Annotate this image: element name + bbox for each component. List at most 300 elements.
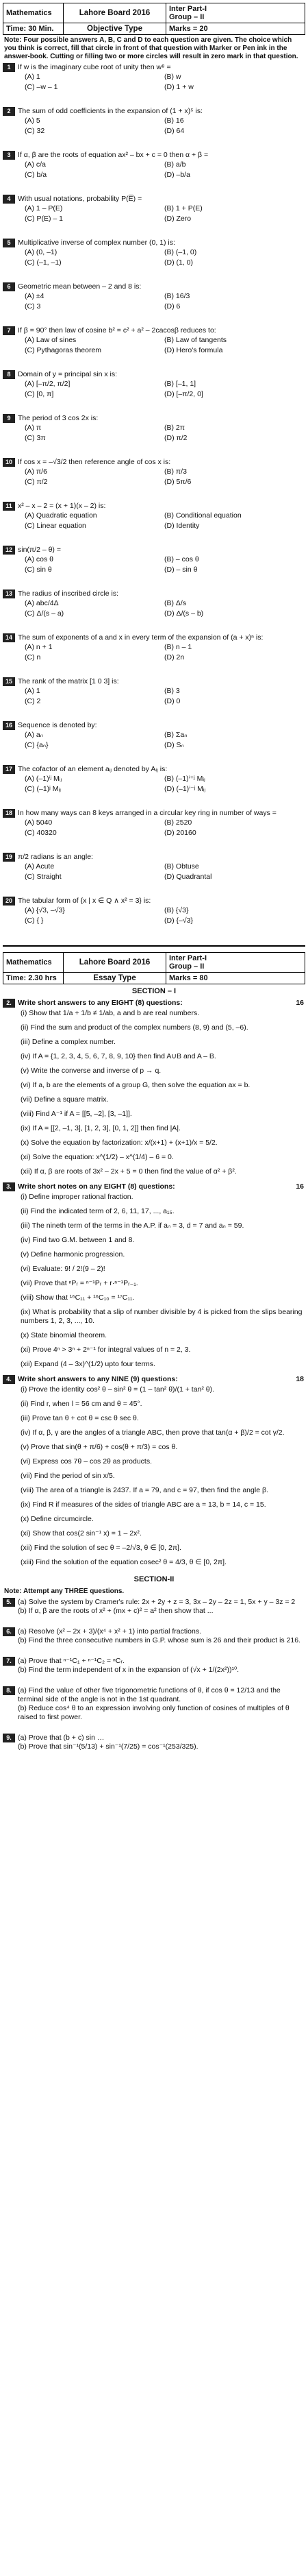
item-spacer	[0, 1538, 308, 1544]
answer-options	[18, 906, 304, 926]
short-question-item: (xi) Prove 4ⁿ > 3ⁿ + 2ⁿ⁻¹ for integral values of n = 2, 3.	[21, 1346, 191, 1354]
answer-option: (B) w	[164, 73, 181, 81]
question-text: If cos x = –√3/2 then reference angle of cos x is:	[18, 458, 171, 466]
paper2-header-row1	[3, 952, 305, 973]
answer-options	[18, 204, 304, 224]
short-question-item: (vi) If a, b are the elements of a group G, then solve the equation ax = b.	[21, 1081, 251, 1089]
question-number: 3	[3, 151, 15, 160]
short-question-item: (xii) Find the solution of sec θ = –2/√3, θ ∈ [0, 2π].	[21, 1544, 181, 1552]
short-question-item: (ix) Find R if measures of the sides of triangle ABC are a = 13, b = 14, c = 15.	[21, 1500, 266, 1509]
question-text: The tabular form of {x | x ∈ Q ∧ x² = 3} is:	[18, 897, 151, 905]
answer-options	[18, 555, 304, 575]
answer-option: (B) (–1)ⁱ⁺ʲ Mᵢⱼ	[164, 775, 205, 783]
answer-option: (C) π/2	[25, 478, 48, 486]
type-2: Essay Type	[64, 973, 166, 984]
short-question-item: (viii) The area of a triangle is 2437. If a = 79, and c = 97, then find the angle β.	[21, 1486, 268, 1494]
item-spacer	[0, 1104, 308, 1110]
question-number: 16	[3, 721, 15, 730]
spacer	[0, 313, 308, 326]
answer-option: (A) (0, –1)	[25, 248, 57, 256]
item-spacer	[0, 1274, 308, 1279]
short-question-item: (iii) Prove tan θ + cot θ = csc θ sec θ.	[21, 1414, 139, 1422]
answer-option: (B) Law of tangents	[164, 336, 227, 344]
spacer	[0, 357, 308, 369]
question-number: 10	[3, 458, 15, 467]
answer-option: (A) 1	[25, 687, 40, 695]
board: Lahore Board 2016	[64, 3, 166, 23]
question-text: In how many ways can 8 keys arranged in a circular key ring in number of ways =	[18, 809, 277, 817]
short-question-item: (v) Define harmonic progression.	[21, 1250, 125, 1259]
question-text: If α, β are the roots of equation ax² – bx + c = 0 then α + β =	[18, 151, 209, 159]
item-spacer	[0, 1495, 308, 1500]
item-spacer	[0, 1162, 308, 1167]
spacer	[0, 94, 308, 106]
group-2: Group – II	[169, 962, 205, 971]
question-number: 11	[3, 502, 15, 511]
short-question-heading	[0, 1182, 308, 1193]
mcq-question	[0, 808, 308, 840]
answer-options	[18, 423, 304, 443]
mcq-question	[0, 677, 308, 708]
spacer	[0, 445, 308, 457]
answer-option: (B) 2520	[164, 818, 192, 827]
item-spacer	[0, 1567, 308, 1572]
answer-options	[18, 291, 304, 312]
short-question-item: (viii) Show that ¹⁶C₁₁ + ¹⁶C₁₀ = ¹⁷C₁₁.	[21, 1293, 135, 1302]
answer-option: (D) 5π/6	[164, 478, 192, 486]
mcq-list	[0, 62, 308, 940]
question-title: Write short answers to any EIGHT (8) questions:	[18, 999, 183, 1007]
answer-options	[18, 642, 304, 663]
objective-note: Note: Four possible answers A, B, C and D to each question are given. The choice which you think is correct, fill that circle in front of that question with Marker or Pen ink in the answer-book. Cutting or filling two or more circles will result in zero mark in that question.	[4, 36, 298, 60]
question-number: 6.	[3, 1627, 15, 1636]
short-questions	[0, 998, 308, 1572]
answer-option: (C) { }	[25, 916, 44, 925]
divider	[3, 945, 305, 947]
spacer	[0, 576, 308, 589]
mcq-question	[0, 720, 308, 752]
question-text: The sum of exponents of a and x in every term of the expansion of (a + x)ⁿ is:	[18, 633, 264, 642]
paper1-header-row2	[3, 23, 305, 35]
answer-options	[18, 598, 304, 619]
item-spacer	[0, 1090, 308, 1095]
answer-option: (D) Sₙ	[164, 741, 184, 749]
answer-option: (C) {aₙ}	[25, 741, 49, 749]
item-spacer	[0, 1466, 308, 1472]
answer-options	[18, 818, 304, 838]
answer-option: (D) 1 + w	[164, 83, 194, 91]
answer-option: (C) [0, π]	[25, 390, 54, 398]
question-marks: 18	[296, 1375, 304, 1383]
short-question-item: (i) Show that 1/a + 1/b ≠ 1/ab, a and b are real numbers.	[21, 1009, 200, 1017]
subject-2: Mathematics	[3, 953, 64, 972]
part-a: (a) Solve the system by Cramer's rule: 2x + 2y + z = 3, 3x – 2y – 2z = 1, 5x + y – 3z = 2	[18, 1598, 296, 1606]
answer-option: (A) (–1)ⁱʲ Mᵢⱼ	[25, 775, 62, 783]
spacer	[0, 401, 308, 413]
item-spacer	[0, 1340, 308, 1346]
answer-option: (B) – cos θ	[164, 555, 199, 563]
question-number: 7	[3, 326, 15, 335]
answer-option: (C) (–1)ʲ Mᵢⱼ	[25, 785, 61, 793]
long-question	[0, 1733, 308, 1753]
spacer	[0, 752, 308, 764]
answer-option: (D) 0	[164, 697, 181, 705]
item-spacer	[0, 1481, 308, 1486]
question-title: Write short notes on any EIGHT (8) questions:	[18, 1182, 175, 1191]
item-spacer	[0, 1288, 308, 1293]
marks: Marks = 20	[169, 25, 208, 33]
short-question-item: (x) State binomial theorem.	[21, 1331, 107, 1339]
mcq-question	[0, 633, 308, 664]
answer-options	[18, 730, 304, 751]
question-text: The rank of the matrix [1 0 3] is:	[18, 677, 119, 685]
answer-option: (A) 5	[25, 117, 40, 125]
item-spacer	[0, 1302, 308, 1308]
question-text: The radius of inscribed circle is:	[18, 590, 119, 598]
mcq-question	[0, 501, 308, 533]
short-question-item: (vii) Define a square matrix.	[21, 1095, 109, 1104]
answer-option: (A) c/a	[25, 160, 46, 169]
answer-option: (B) 16/3	[164, 292, 190, 300]
board-2: Lahore Board 2016	[64, 953, 166, 972]
answer-option: (A) cos θ	[25, 555, 54, 563]
question-number: 15	[3, 677, 15, 686]
item-spacer	[0, 1423, 308, 1429]
question-number: 19	[3, 853, 15, 862]
answer-option: (B) 3	[164, 687, 180, 695]
short-question-item: (xii) Expand (4 – 3x)^(1/2) upto four terms.	[21, 1360, 155, 1368]
class: Inter Part-I	[169, 5, 207, 13]
answer-option: (D) Zero	[164, 215, 192, 223]
answer-option: (C) 3π	[25, 434, 46, 442]
answer-option: (C) 2	[25, 697, 41, 705]
question-text: The period of 3 cos 2x is:	[18, 414, 99, 422]
spacer	[0, 226, 308, 238]
answer-options	[18, 116, 304, 136]
mcq-question	[0, 238, 308, 269]
short-question-item: (vii) Find the period of sin x/5.	[21, 1472, 115, 1480]
answer-option: (A) {√3, –√3}	[25, 906, 65, 914]
short-question-item: (v) Prove that sin(θ + π/6) + cos(θ + π/3) = cos θ.	[21, 1443, 178, 1451]
question-text: Domain of y = principal sin x is:	[18, 370, 118, 378]
mcq-question	[0, 764, 308, 796]
question-number: 3.	[3, 1182, 15, 1191]
answer-option: (D) 6	[164, 302, 181, 311]
answer-option: (B) (–1, 0)	[164, 248, 197, 256]
question-number: 20	[3, 897, 15, 906]
spacer	[0, 708, 308, 720]
answer-option: (A) π	[25, 424, 42, 432]
answer-options	[18, 862, 304, 882]
short-question-item: (v) Write the converse and inverse of p → q.	[21, 1067, 162, 1075]
part-a: (a) Resolve (x² – 2x + 3)/(x⁴ + x² + 1) into partial fractions.	[18, 1627, 201, 1636]
answer-options	[18, 467, 304, 487]
item-spacer	[0, 1230, 308, 1236]
exam-page	[0, 3, 308, 2576]
mcq-question	[0, 106, 308, 138]
long-spacer	[0, 1647, 308, 1656]
short-question-heading	[0, 1374, 308, 1385]
answer-option: (B) 1 + P(E)	[164, 204, 203, 212]
question-number: 9	[3, 414, 15, 423]
short-question-item: (ix) What is probability that a slip of number divisible by 4 is picked from the slips bearing numbers 1, 2, 3, ..., 10.	[21, 1308, 303, 1325]
short-question-item: (iii) The nineth term of the terms in the A.P. if aₙ = 3, d = 7 and aₙ = 59.	[21, 1222, 244, 1230]
item-spacer	[0, 1032, 308, 1038]
question-number: 5.	[3, 1598, 15, 1607]
class-group	[166, 3, 305, 23]
spacer	[0, 138, 308, 150]
answer-options	[18, 511, 304, 531]
answer-option: (D) (1, 0)	[164, 258, 193, 267]
answer-option: (A) n + 1	[25, 643, 53, 651]
answer-option: (B) Obtuse	[164, 862, 199, 871]
answer-option: (A) abc/4Δ	[25, 599, 59, 607]
answer-option: (D) π/2	[164, 434, 188, 442]
answer-option: (D) {–√3}	[164, 916, 193, 925]
short-question-item: (iv) If α, β, γ are the angles of a triangle ABC, then prove that tan(α + β)/2 = cot γ/2.	[21, 1429, 285, 1437]
short-question-item: (iii) Define a complex number.	[21, 1038, 116, 1046]
answer-option: (B) [–1, 1]	[164, 380, 196, 388]
short-question-item: (ii) Find the sum and product of the complex numbers (8, 9) and (5, –6).	[21, 1023, 248, 1032]
section-1-title: SECTION – I	[131, 987, 177, 995]
spacer	[0, 533, 308, 545]
short-question-item: (xi) Solve the equation: x^(1/2) – x^(1/4) – 6 = 0.	[21, 1153, 174, 1161]
item-spacer	[0, 1509, 308, 1515]
question-marks: 16	[296, 999, 304, 1007]
answer-option: (B) Σaₙ	[164, 731, 188, 739]
time-2: Time: 2.30 hrs	[3, 973, 64, 984]
spacer	[0, 664, 308, 677]
long-questions	[0, 1597, 308, 1762]
mcq-question	[0, 545, 308, 576]
question-text: π/2 radians is an angle:	[18, 853, 93, 861]
item-spacer	[0, 1409, 308, 1414]
short-question-item: (viii) Find A⁻¹ if A = [[5, –2], [3, –1]].	[21, 1110, 132, 1118]
item-spacer	[0, 1452, 308, 1457]
answer-options	[18, 160, 304, 180]
answer-options	[18, 686, 304, 707]
answer-option: (A) ±4	[25, 292, 44, 300]
spacer	[0, 269, 308, 282]
spacer	[0, 927, 308, 940]
answer-option: (B) π/3	[164, 467, 187, 476]
short-question-item: (iv) Find two G.M. between 1 and 8.	[21, 1236, 135, 1244]
part-b: (b) Reduce cos⁴ θ to an expression involving only function of cosines of multiples of θ raised to first power.	[18, 1704, 290, 1721]
question-number: 2	[3, 107, 15, 116]
short-question-item: (xiii) Find the solution of the equation cosec² θ = 4/3, θ ∈ [0, 2π].	[21, 1558, 227, 1566]
question-number: 7.	[3, 1657, 15, 1666]
item-spacer	[0, 1202, 308, 1207]
part-b: (b) Find the term independent of x in the expansion of (√x + 1/(2x²))¹⁰.	[18, 1666, 240, 1674]
item-spacer	[0, 1326, 308, 1331]
paper1-header-row1	[3, 3, 305, 23]
mcq-question	[0, 282, 308, 313]
short-question-item: (ii) Find r, when l = 56 cm and θ = 45°.	[21, 1400, 142, 1408]
mcq-question	[0, 457, 308, 489]
subject: Mathematics	[3, 3, 64, 23]
question-number: 18	[3, 809, 15, 818]
part-a: (a) Find the value of other five trigonometric functions of θ, if cos θ = 12/13 and the terminal side of the angle is not in the 1st quadrant.	[18, 1686, 281, 1703]
answer-option: (C) Linear equation	[25, 522, 86, 530]
answer-option: (C) sin θ	[25, 566, 52, 574]
item-spacer	[0, 1216, 308, 1222]
question-text: Geometric mean between – 2 and 8 is:	[18, 282, 142, 291]
answer-option: (A) Law of sines	[25, 336, 77, 344]
answer-option: (A) Acute	[25, 862, 55, 871]
question-number: 4.	[3, 1375, 15, 1384]
item-spacer	[0, 1524, 308, 1529]
answer-options	[18, 335, 304, 356]
question-number: 12	[3, 546, 15, 555]
question-number: 8.	[3, 1686, 15, 1695]
short-question-item: (x) Define circumcircle.	[21, 1515, 94, 1523]
answer-option: (C) P(E) – 1	[25, 215, 64, 223]
answer-option: (A) [–π/2, π/2]	[25, 380, 70, 388]
short-question-item: (iv) If A = {1, 2, 3, 4, 5, 6, 7, 8, 9, 10} then find A∪B and A – B.	[21, 1052, 216, 1060]
answer-option: (D) – sin θ	[164, 566, 198, 574]
answer-option: (C) 32	[25, 127, 45, 135]
answer-option: (A) Quadratic equation	[25, 511, 97, 520]
long-question	[0, 1656, 308, 1676]
item-spacer	[0, 1018, 308, 1023]
question-text: Sequence is denoted by:	[18, 721, 97, 729]
answer-option: (C) 40320	[25, 829, 57, 837]
short-question-item: (vii) Prove that ⁿPᵣ = ⁿ⁻¹Pᵣ + r·ⁿ⁻¹Pᵣ₋₁.	[21, 1279, 138, 1287]
group: Group – II	[169, 13, 205, 21]
part-b: (b) Find the three consecutive numbers in G.P. whose sum is 26 and their product is 216.	[18, 1636, 301, 1644]
answer-option: (C) 3	[25, 302, 41, 311]
answer-options	[18, 379, 304, 400]
answer-options	[18, 72, 304, 93]
section-2-note: Note: Attempt any THREE questions.	[4, 1588, 125, 1595]
item-spacer	[0, 1394, 308, 1400]
answer-option: (A) 1	[25, 73, 40, 81]
part-a: (a) Prove that (b + c) sin …	[18, 1734, 105, 1742]
item-spacer	[0, 1147, 308, 1153]
part-b: (b) Prove that sin⁻¹(5/13) + sin⁻¹(7/25) = cos⁻¹(253/325).	[18, 1742, 198, 1751]
answer-option: (C) b/a	[25, 171, 47, 179]
item-spacer	[0, 1119, 308, 1124]
answer-option: (D) (–1)ⁱ⁻ʲ Mᵢⱼ	[164, 785, 206, 793]
answer-option: (C) Δ/(s – a)	[25, 609, 64, 618]
question-text: The cofactor of an element aᵢⱼ denoted by Aᵢⱼ is:	[18, 765, 168, 773]
answer-option: (D) Δ/(s – b)	[164, 609, 204, 618]
short-question-item: (i) Define improper rational fraction.	[21, 1193, 133, 1201]
item-spacer	[0, 1354, 308, 1360]
question-number: 8	[3, 370, 15, 379]
short-question-item: (ii) Find the indicated term of 2, 6, 11, 17, ..., a₁₅.	[21, 1207, 175, 1215]
short-question-item: (xi) Show that cos(2 sin⁻¹ x) = 1 – 2x².	[21, 1529, 142, 1538]
question-title: Write short answers to any NINE (9) questions:	[18, 1375, 178, 1383]
long-spacer	[0, 1617, 308, 1627]
question-text: sin(π/2 – θ) =	[18, 546, 61, 554]
mcq-question	[0, 589, 308, 620]
item-spacer	[0, 1369, 308, 1374]
answer-option: (B) Δ/s	[164, 599, 187, 607]
section-2-title: SECTION-II	[133, 1575, 175, 1583]
answer-option: (C) Straight	[25, 873, 62, 881]
short-question-item: (ix) If A = [[2, –1, 3], [1, 2, 3], [0, 1, 2]] then find |A|.	[21, 1124, 181, 1132]
answer-option: (D) Identity	[164, 522, 200, 530]
long-spacer	[0, 1676, 308, 1686]
question-text: If β = 90° then law of cosine b² = c² + a² – 2cacosβ reduces to:	[18, 326, 216, 335]
answer-option: (A) 5040	[25, 818, 53, 827]
question-number: 5	[3, 239, 15, 247]
mcq-question	[0, 150, 308, 182]
short-question-item: (i) Prove the identity cos² θ – sin² θ = (1 – tan² θ)/(1 + tan² θ).	[21, 1385, 215, 1394]
answer-options	[18, 247, 304, 268]
answer-option: (B) a/b	[164, 160, 186, 169]
marks-2: Marks = 80	[169, 974, 208, 982]
item-spacer	[0, 1133, 308, 1139]
long-question	[0, 1627, 308, 1647]
short-question-item: (x) Solve the equation by factorization: x/(x+1) + (x+1)/x = 5/2.	[21, 1139, 218, 1147]
answer-option: (B) 16	[164, 117, 184, 125]
class-group-2	[166, 953, 305, 972]
mcq-question	[0, 413, 308, 445]
short-question-item: (xii) If α, β are roots of 3x² – 2x + 5 = 0 then find the value of α² + β².	[21, 1167, 237, 1176]
part-b: (b) If α, β are the roots of x² + (mx + c)² = a² then show that ...	[18, 1607, 214, 1615]
mcq-question	[0, 62, 308, 94]
question-text: With usual notations, probability P(E̅) =	[18, 195, 142, 203]
item-spacer	[0, 1076, 308, 1081]
answer-option: (D) 64	[164, 127, 185, 135]
mcq-question	[0, 852, 308, 884]
spacer	[0, 884, 308, 896]
answer-option: (C) n	[25, 653, 41, 661]
spacer	[0, 840, 308, 852]
item-spacer	[0, 1176, 308, 1182]
mcq-question	[0, 194, 308, 226]
type: Objective Type	[64, 23, 166, 34]
mcq-question	[0, 326, 308, 357]
class-2: Inter Part-I	[169, 954, 207, 962]
question-number: 2.	[3, 999, 15, 1008]
question-marks: 16	[296, 1182, 304, 1191]
time: Time: 30 Min.	[3, 23, 64, 34]
answer-option: (A) 1 – P(E)	[25, 204, 63, 212]
question-text: x² – x – 2 = (x + 1)(x – 2) is:	[18, 502, 106, 510]
answer-option: (D) [–π/2, 0]	[164, 390, 203, 398]
mcq-question	[0, 369, 308, 401]
question-text: If w is the imaginary cube root of unity then w⁸ =	[18, 63, 171, 71]
spacer	[0, 489, 308, 501]
answer-option: (B) Conditional equation	[164, 511, 242, 520]
part-a: (a) Prove that ⁿ⁻¹C₁ + ⁿ⁻¹C₂ = ⁿCᵣ.	[18, 1657, 125, 1665]
item-spacer	[0, 1437, 308, 1443]
question-text: Multiplicative inverse of complex number (0, 1) is:	[18, 239, 175, 247]
long-question	[0, 1686, 308, 1723]
spacer	[0, 182, 308, 194]
answer-option: (A) π/6	[25, 467, 47, 476]
short-question-heading	[0, 998, 308, 1009]
question-number: 1	[3, 63, 15, 72]
answer-option: (C) (–1, –1)	[25, 258, 62, 267]
question-number: 13	[3, 590, 15, 598]
answer-options	[18, 774, 304, 794]
answer-option: (B) {√3}	[164, 906, 189, 914]
answer-option: (D) –b/a	[164, 171, 190, 179]
long-spacer	[0, 1753, 308, 1762]
question-number: 17	[3, 765, 15, 774]
item-spacer	[0, 1553, 308, 1558]
question-number: 9.	[3, 1734, 15, 1742]
item-spacer	[0, 1259, 308, 1265]
answer-option: (B) 2π	[164, 424, 185, 432]
answer-option: (A) aₙ	[25, 731, 43, 739]
spacer	[0, 620, 308, 633]
answer-option: (C) –w – 1	[25, 83, 58, 91]
